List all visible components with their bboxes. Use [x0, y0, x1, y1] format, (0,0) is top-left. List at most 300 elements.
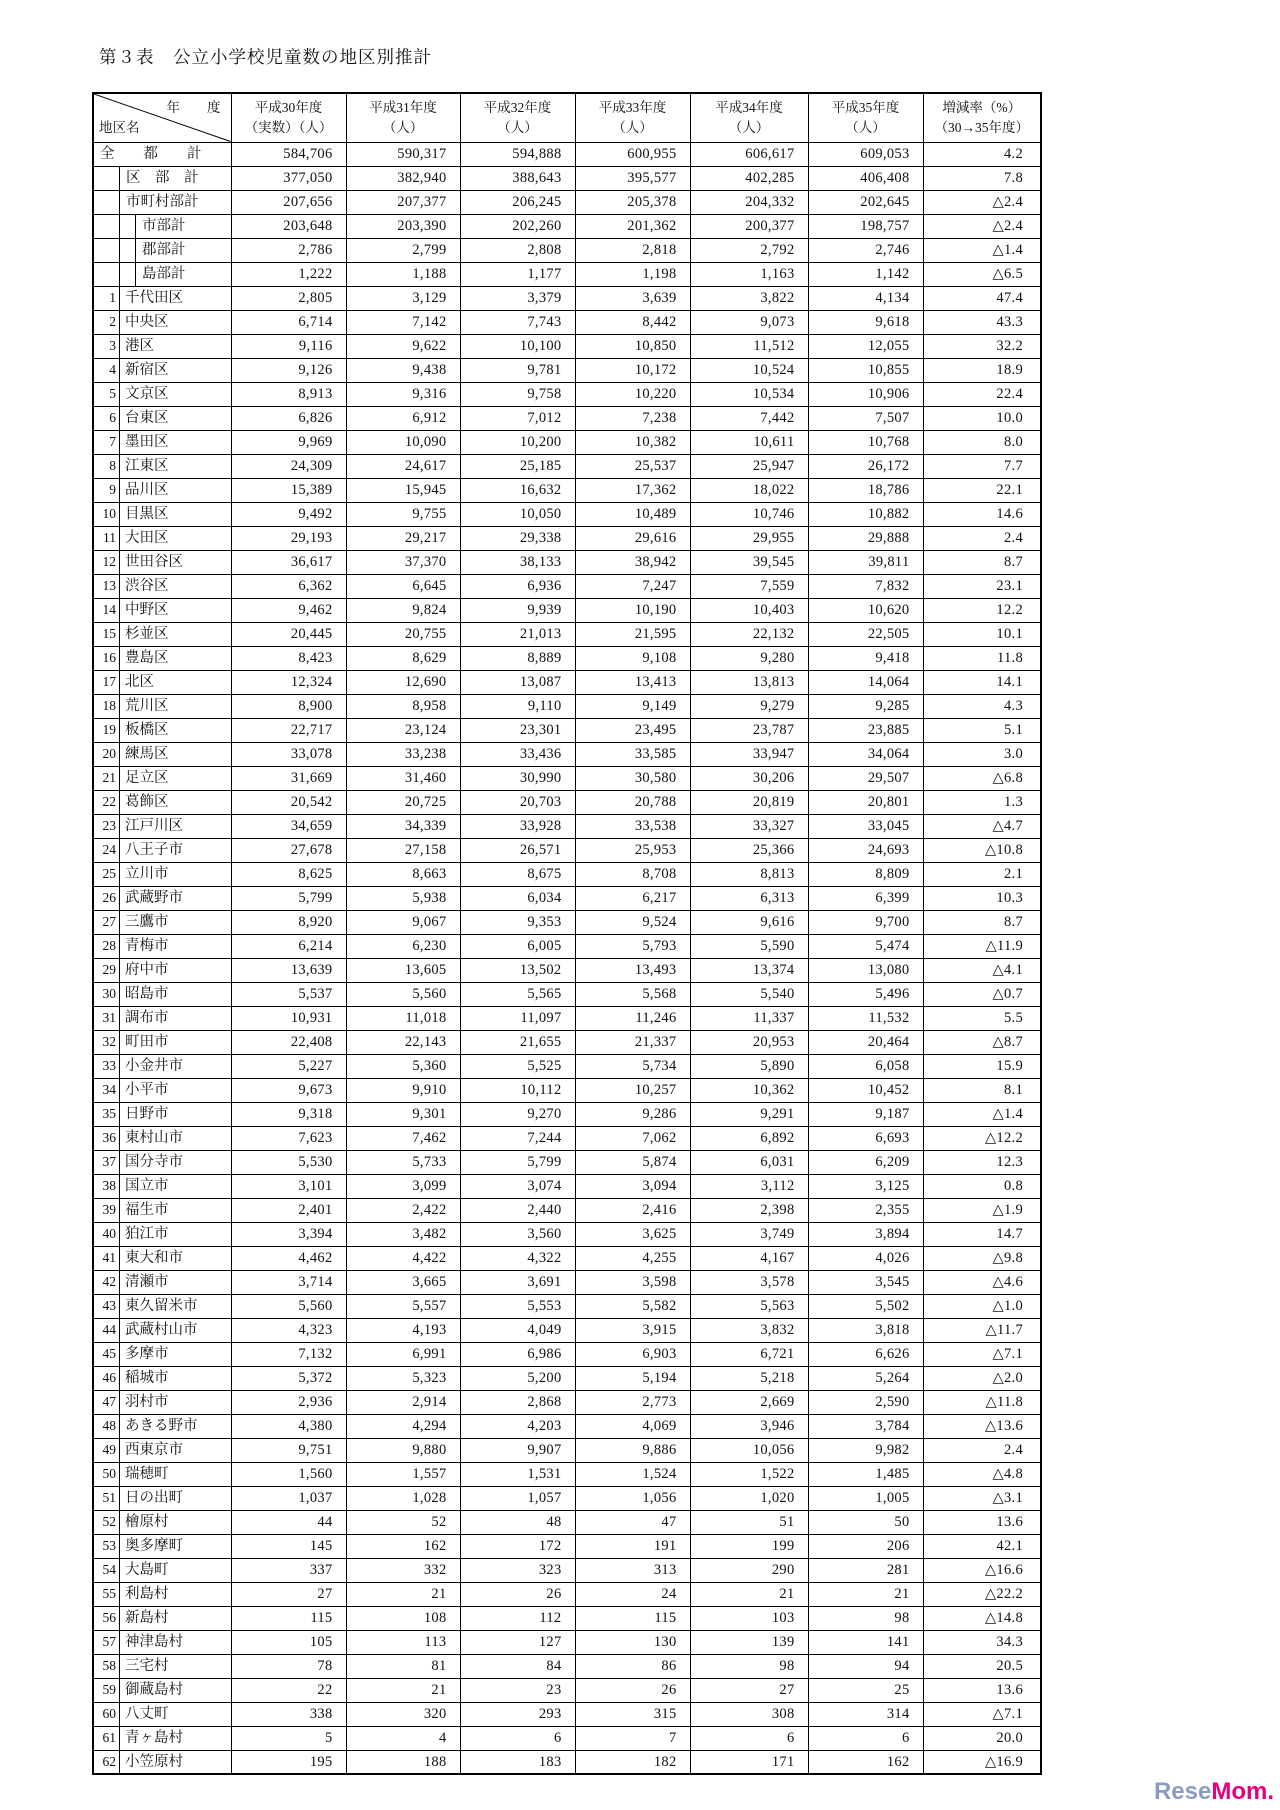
district-name-cell [93, 622, 231, 646]
value-cell: 9,907 [460, 1438, 575, 1462]
value-cell: 332 [346, 1558, 460, 1582]
district-number: 11 [94, 527, 120, 550]
value-cell: 9,316 [346, 382, 460, 406]
value-cell: 8,629 [346, 646, 460, 670]
district-row [93, 1054, 1041, 1078]
value-cell: 22,143 [346, 1030, 460, 1054]
value-cell: 9,824 [346, 598, 460, 622]
district-row [93, 742, 1041, 766]
district-name: 東村山市 [125, 1129, 183, 1146]
rate-cell: △16.9 [923, 1750, 1041, 1774]
value-cell: 7,559 [690, 574, 808, 598]
district-name-cell [93, 790, 231, 814]
value-cell: 5,360 [346, 1054, 460, 1078]
district-number: 31 [94, 1007, 120, 1030]
rate-cell: △0.7 [923, 982, 1041, 1006]
value-cell: 1,198 [575, 262, 690, 286]
value-cell: 23 [460, 1678, 575, 1702]
rate-cell: 4.3 [923, 694, 1041, 718]
district-number: 18 [94, 695, 120, 718]
value-cell: 8,625 [231, 862, 346, 886]
district-number: 13 [94, 575, 120, 598]
rate-cell: △11.7 [923, 1318, 1041, 1342]
value-cell: 10,382 [575, 430, 690, 454]
value-cell: 6,313 [690, 886, 808, 910]
value-cell: 382,940 [346, 166, 460, 190]
value-cell: 20,725 [346, 790, 460, 814]
district-name-cell [93, 1390, 231, 1414]
district-row [93, 286, 1041, 310]
district-number: 41 [94, 1247, 120, 1270]
district-name: 国分寺市 [125, 1153, 183, 1170]
district-name: 神津島村 [125, 1633, 183, 1650]
district-name: 西東京市 [125, 1441, 183, 1458]
value-cell: 9,939 [460, 598, 575, 622]
value-cell: 203,390 [346, 214, 460, 238]
district-name: 荒川区 [125, 697, 169, 714]
value-cell: 25 [808, 1678, 923, 1702]
column-header: 平成33年度 （人） [575, 93, 690, 142]
district-name: 調布市 [125, 1009, 169, 1026]
district-name-cell [93, 406, 231, 430]
value-cell: 6,031 [690, 1150, 808, 1174]
value-cell: 10,172 [575, 358, 690, 382]
indent-divider [94, 191, 120, 214]
value-cell: 10,768 [808, 430, 923, 454]
district-row [93, 478, 1041, 502]
district-number: 26 [94, 887, 120, 910]
summary-label-cell [93, 214, 231, 238]
value-cell: 16,632 [460, 478, 575, 502]
value-cell: 9,116 [231, 334, 346, 358]
value-cell: 9,751 [231, 1438, 346, 1462]
value-cell: 30,580 [575, 766, 690, 790]
rate-cell: 3.0 [923, 742, 1041, 766]
value-cell: 10,452 [808, 1078, 923, 1102]
value-cell: 6,986 [460, 1342, 575, 1366]
page-title: 第３表 公立小学校児童数の地区別推計 [99, 47, 432, 67]
value-cell: 9,187 [808, 1102, 923, 1126]
district-row [93, 1606, 1041, 1630]
rate-cell: 1.3 [923, 790, 1041, 814]
value-cell: 5,563 [690, 1294, 808, 1318]
value-cell: 21 [808, 1582, 923, 1606]
district-name-cell [93, 1054, 231, 1078]
district-name: 八王子市 [125, 841, 183, 858]
value-cell: 1,020 [690, 1486, 808, 1510]
district-number: 7 [94, 431, 120, 454]
value-cell: 25,185 [460, 454, 575, 478]
value-cell: 23,301 [460, 718, 575, 742]
district-name: 府中市 [125, 961, 169, 978]
rate-cell: 5.5 [923, 1006, 1041, 1030]
value-cell: 5,793 [575, 934, 690, 958]
summary-label: 市部計 [142, 217, 186, 234]
district-number: 56 [94, 1607, 120, 1630]
district-name-cell [93, 286, 231, 310]
value-cell: 205,378 [575, 190, 690, 214]
value-cell: 5,218 [690, 1366, 808, 1390]
value-cell: 2,416 [575, 1198, 690, 1222]
value-cell: 199 [690, 1534, 808, 1558]
value-cell: 183 [460, 1750, 575, 1774]
value-cell: 24,309 [231, 454, 346, 478]
district-name-cell [93, 910, 231, 934]
value-cell: 20,788 [575, 790, 690, 814]
rate-cell: 20.0 [923, 1726, 1041, 1750]
district-row [93, 1678, 1041, 1702]
district-name: 世田谷区 [125, 553, 183, 570]
district-name: 日野市 [125, 1105, 169, 1122]
rate-cell: 5.1 [923, 718, 1041, 742]
indent-divider [94, 167, 120, 190]
value-cell: 25,366 [690, 838, 808, 862]
district-name-cell [93, 1318, 231, 1342]
rate-cell: △11.8 [923, 1390, 1041, 1414]
rate-cell: 32.2 [923, 334, 1041, 358]
value-cell: 3,394 [231, 1222, 346, 1246]
district-number: 29 [94, 959, 120, 982]
value-cell: 3,379 [460, 286, 575, 310]
district-name: 足立区 [125, 769, 169, 786]
indent-divider [120, 239, 136, 262]
value-cell: 4,134 [808, 286, 923, 310]
district-row [93, 1438, 1041, 1462]
column-header: 平成32年度 （人） [460, 93, 575, 142]
district-number: 51 [94, 1487, 120, 1510]
value-cell: 9,618 [808, 310, 923, 334]
value-cell: 2,786 [231, 238, 346, 262]
value-cell: 203,648 [231, 214, 346, 238]
district-row [93, 1342, 1041, 1366]
value-cell: 3,112 [690, 1174, 808, 1198]
value-cell: 6,936 [460, 574, 575, 598]
district-name: 清瀬市 [125, 1273, 169, 1290]
value-cell: 7,743 [460, 310, 575, 334]
value-cell: 23,124 [346, 718, 460, 742]
indent-divider [94, 263, 120, 286]
value-cell: 1,056 [575, 1486, 690, 1510]
value-cell: 5,372 [231, 1366, 346, 1390]
value-cell: 584,706 [231, 142, 346, 166]
value-cell: 81 [346, 1654, 460, 1678]
value-cell: 207,377 [346, 190, 460, 214]
value-cell: 33,045 [808, 814, 923, 838]
value-cell: 98 [690, 1654, 808, 1678]
rate-cell: 2.4 [923, 526, 1041, 550]
district-name: 北区 [125, 673, 154, 690]
value-cell: 162 [808, 1750, 923, 1774]
value-cell: 10,882 [808, 502, 923, 526]
district-name: 杉並区 [125, 625, 169, 642]
value-cell: 33,538 [575, 814, 690, 838]
district-number: 25 [94, 863, 120, 886]
value-cell: 13,813 [690, 670, 808, 694]
district-row [93, 1462, 1041, 1486]
value-cell: 23,885 [808, 718, 923, 742]
rate-cell: 8.1 [923, 1078, 1041, 1102]
district-name-cell [93, 1750, 231, 1774]
value-cell: 6,230 [346, 934, 460, 958]
value-cell: 31,669 [231, 766, 346, 790]
summary-row [93, 142, 1041, 166]
district-name-cell [93, 1366, 231, 1390]
value-cell: 5,323 [346, 1366, 460, 1390]
value-cell: 15,945 [346, 478, 460, 502]
value-cell: 29,955 [690, 526, 808, 550]
value-cell: 94 [808, 1654, 923, 1678]
district-name-cell [93, 1078, 231, 1102]
rate-cell: 18.9 [923, 358, 1041, 382]
value-cell: 30,990 [460, 766, 575, 790]
district-number: 61 [94, 1727, 120, 1750]
rate-cell: △4.7 [923, 814, 1041, 838]
value-cell: 338 [231, 1702, 346, 1726]
value-cell: 3,101 [231, 1174, 346, 1198]
district-row [93, 1294, 1041, 1318]
value-cell: 20,755 [346, 622, 460, 646]
district-name-cell [93, 814, 231, 838]
rate-cell: 2.1 [923, 862, 1041, 886]
value-cell: 12,055 [808, 334, 923, 358]
value-cell: 2,440 [460, 1198, 575, 1222]
value-cell: 20,819 [690, 790, 808, 814]
value-cell: 13,639 [231, 958, 346, 982]
district-number: 35 [94, 1103, 120, 1126]
district-name: 小笠原村 [125, 1753, 183, 1770]
rate-cell: △8.7 [923, 1030, 1041, 1054]
value-cell: 31,460 [346, 766, 460, 790]
value-cell: 37,370 [346, 550, 460, 574]
value-cell: 21 [346, 1678, 460, 1702]
district-name: 立川市 [125, 865, 169, 882]
value-cell: 20,801 [808, 790, 923, 814]
value-cell: 9,910 [346, 1078, 460, 1102]
district-name: 大田区 [125, 529, 169, 546]
rate-cell: 14.6 [923, 502, 1041, 526]
district-number: 58 [94, 1655, 120, 1678]
value-cell: 6,721 [690, 1342, 808, 1366]
district-row [93, 1414, 1041, 1438]
rate-cell: 10.0 [923, 406, 1041, 430]
district-name-cell [93, 694, 231, 718]
district-name: 江戸川区 [125, 817, 183, 834]
value-cell: 2,792 [690, 238, 808, 262]
value-cell: 8,913 [231, 382, 346, 406]
value-cell: 6,826 [231, 406, 346, 430]
value-cell: 171 [690, 1750, 808, 1774]
value-cell: 38,942 [575, 550, 690, 574]
value-cell: 5,553 [460, 1294, 575, 1318]
district-row [93, 982, 1041, 1006]
value-cell: 2,936 [231, 1390, 346, 1414]
value-cell: 5,938 [346, 886, 460, 910]
table-header [93, 93, 1041, 142]
column-header: 平成34年度 （人） [690, 93, 808, 142]
value-cell: 10,524 [690, 358, 808, 382]
value-cell: 8,423 [231, 646, 346, 670]
district-name-cell [93, 430, 231, 454]
value-cell: 8,900 [231, 694, 346, 718]
value-cell: 6,903 [575, 1342, 690, 1366]
value-cell: 8,663 [346, 862, 460, 886]
value-cell: 8,675 [460, 862, 575, 886]
district-row [93, 838, 1041, 862]
rate-cell: 8.7 [923, 550, 1041, 574]
district-name: 三宅村 [125, 1657, 169, 1674]
district-number: 17 [94, 671, 120, 694]
value-cell: 26 [460, 1582, 575, 1606]
value-cell: 6,626 [808, 1342, 923, 1366]
value-cell: 2,398 [690, 1198, 808, 1222]
value-cell: 29,338 [460, 526, 575, 550]
value-cell: 9,524 [575, 910, 690, 934]
value-cell: 7,623 [231, 1126, 346, 1150]
value-cell: 4,069 [575, 1414, 690, 1438]
value-cell: 9,301 [346, 1102, 460, 1126]
district-name: 中野区 [125, 601, 169, 618]
value-cell: 1,531 [460, 1462, 575, 1486]
value-cell: 188 [346, 1750, 460, 1774]
district-number: 23 [94, 815, 120, 838]
value-cell: 7,462 [346, 1126, 460, 1150]
district-name: 町田市 [125, 1033, 169, 1050]
rate-cell: △4.6 [923, 1270, 1041, 1294]
value-cell: 86 [575, 1654, 690, 1678]
value-cell: 6 [808, 1726, 923, 1750]
value-cell: 191 [575, 1534, 690, 1558]
value-cell: 14,064 [808, 670, 923, 694]
district-name: 青ヶ島村 [125, 1729, 183, 1746]
value-cell: 33,327 [690, 814, 808, 838]
district-row [93, 1654, 1041, 1678]
column-header: 増減率（%） （30→35年度） [923, 93, 1041, 142]
district-name: 中央区 [125, 313, 169, 330]
value-cell: 6,005 [460, 934, 575, 958]
rate-cell: △4.1 [923, 958, 1041, 982]
value-cell: 13,080 [808, 958, 923, 982]
district-name: 檜原村 [125, 1513, 169, 1530]
district-row [93, 430, 1041, 454]
value-cell: 9,418 [808, 646, 923, 670]
district-row [93, 1222, 1041, 1246]
district-name: 大島町 [125, 1561, 169, 1578]
district-name: 羽村市 [125, 1393, 169, 1410]
value-cell: 290 [690, 1558, 808, 1582]
summary-label: 島部計 [142, 265, 186, 282]
rate-cell: △7.1 [923, 1702, 1041, 1726]
district-name-cell [93, 1510, 231, 1534]
value-cell: 27 [231, 1582, 346, 1606]
value-cell: 9,110 [460, 694, 575, 718]
value-cell: 2,669 [690, 1390, 808, 1414]
district-row [93, 1006, 1041, 1030]
district-name-cell [93, 502, 231, 526]
value-cell: 21,655 [460, 1030, 575, 1054]
value-cell: 293 [460, 1702, 575, 1726]
district-row [93, 598, 1041, 622]
value-cell: 3,545 [808, 1270, 923, 1294]
rate-cell: △22.2 [923, 1582, 1041, 1606]
value-cell: 10,220 [575, 382, 690, 406]
value-cell: 9,291 [690, 1102, 808, 1126]
value-cell: 5,890 [690, 1054, 808, 1078]
value-cell: 323 [460, 1558, 575, 1582]
value-cell: 5,734 [575, 1054, 690, 1078]
value-cell: 195 [231, 1750, 346, 1774]
value-cell: 320 [346, 1702, 460, 1726]
district-number: 42 [94, 1271, 120, 1294]
value-cell: 8,442 [575, 310, 690, 334]
value-cell: 6,362 [231, 574, 346, 598]
value-cell: 29,507 [808, 766, 923, 790]
district-row [93, 934, 1041, 958]
district-number: 59 [94, 1679, 120, 1702]
value-cell: 33,585 [575, 742, 690, 766]
value-cell: 48 [460, 1510, 575, 1534]
value-cell: 11,532 [808, 1006, 923, 1030]
value-cell: 202,260 [460, 214, 575, 238]
district-number: 60 [94, 1703, 120, 1726]
district-row [93, 550, 1041, 574]
value-cell: 11,246 [575, 1006, 690, 1030]
value-cell: 4 [346, 1726, 460, 1750]
value-cell: 4,322 [460, 1246, 575, 1270]
value-cell: 1,177 [460, 262, 575, 286]
rate-cell: 14.7 [923, 1222, 1041, 1246]
value-cell: 26 [575, 1678, 690, 1702]
district-name: 新島村 [125, 1609, 169, 1626]
rate-cell: 12.2 [923, 598, 1041, 622]
district-name: 八丈町 [125, 1705, 169, 1722]
value-cell: 21,337 [575, 1030, 690, 1054]
summary-row [93, 166, 1041, 190]
summary-label-cell [93, 190, 231, 214]
value-cell: 313 [575, 1558, 690, 1582]
district-name-cell [93, 934, 231, 958]
column-header: 平成31年度 （人） [346, 93, 460, 142]
value-cell: 7 [575, 1726, 690, 1750]
district-name-cell [93, 454, 231, 478]
district-name-cell [93, 1582, 231, 1606]
district-row [93, 502, 1041, 526]
value-cell: 84 [460, 1654, 575, 1678]
value-cell: 3,639 [575, 286, 690, 310]
district-name: 三鷹市 [125, 913, 169, 930]
value-cell: 2,818 [575, 238, 690, 262]
value-cell: 10,362 [690, 1078, 808, 1102]
rate-cell: △6.8 [923, 766, 1041, 790]
rate-cell: 8.0 [923, 430, 1041, 454]
district-row [93, 454, 1041, 478]
value-cell: 1,188 [346, 262, 460, 286]
district-name-cell [93, 1438, 231, 1462]
value-cell: 7,507 [808, 406, 923, 430]
rate-cell: 14.1 [923, 670, 1041, 694]
district-name-cell [93, 670, 231, 694]
value-cell: 9,270 [460, 1102, 575, 1126]
value-cell: 25,537 [575, 454, 690, 478]
value-cell: 206,245 [460, 190, 575, 214]
value-cell: 13,605 [346, 958, 460, 982]
value-cell: 9,616 [690, 910, 808, 934]
value-cell: 11,337 [690, 1006, 808, 1030]
district-name-cell [93, 1198, 231, 1222]
column-header: 平成30年度 （実数）（人） [231, 93, 346, 142]
rate-cell: 22.1 [923, 478, 1041, 502]
value-cell: 5,264 [808, 1366, 923, 1390]
district-number: 15 [94, 623, 120, 646]
